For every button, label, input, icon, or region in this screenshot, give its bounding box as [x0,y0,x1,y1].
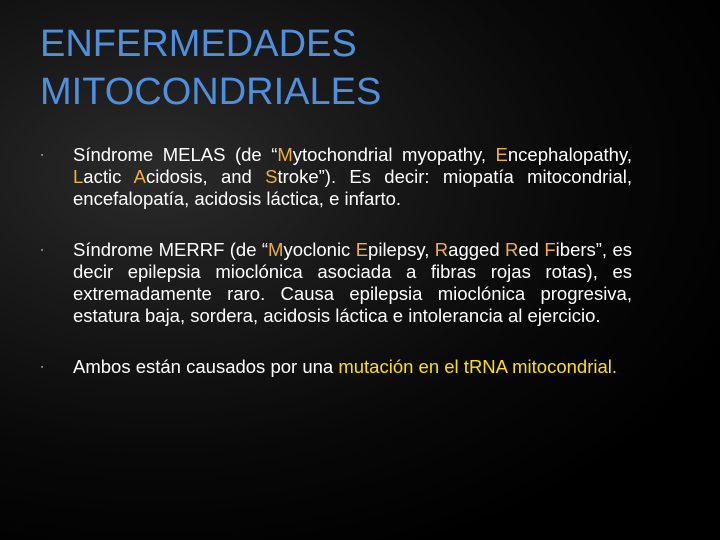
bullet-text: Síndrome MERRF (de “ [73,239,269,260]
bullet-text: cidosis, and [145,166,266,187]
bullet-text: pilepsy, [368,239,435,260]
highlighted-text: mutación en el tRNA mitocondrial. [338,356,617,377]
bullet-marker-icon: ᐧ [40,147,44,163]
bullet-merrf [40,239,632,327]
bullet-text: ncephalopathy, [507,144,632,165]
slide-title [40,20,680,116]
acronym-letter: M [268,239,284,260]
acronym-letter: R [434,239,449,260]
bullet-ambos [40,356,632,378]
bullet-text: Ambos están causados por una [73,356,339,377]
acronym-letter: M [277,144,293,165]
bullet-marker-icon: ᐧ [40,242,44,258]
bullet-text: actic [83,166,134,187]
acronym-letter: F [544,239,556,260]
bullet-text: ibers”, es decir epilepsia mioclónica asociada a fibras rojas rotas), es extremadamente raro. Causa epilepsia mioclónica progresiva, estatura baja, sordera, acidosis láctica e intolerancia al ejercicio. [73,239,632,326]
acronym-letter: E [355,239,369,260]
bullet-text: Síndrome MELAS (de “ [73,144,278,165]
bullet-text: agged [448,239,506,260]
title-line-2: MITOCONDRIALES [40,71,382,113]
acronym-letter: E [495,144,508,165]
bullet-text: troke”). Es decir: miopatía mitocondrial, encefalopatía, acidosis láctica, e infarto. [73,166,632,209]
acronym-letter: S [265,166,278,187]
bullet-text: yoclonic [283,239,356,260]
title-line-1: ENFERMEDADES [40,23,357,65]
acronym-letter: R [505,239,519,260]
bullet-marker-icon: ᐧ [40,359,44,375]
bullet-list [40,144,632,378]
bullet-text: ed [518,239,545,260]
bullet-text: ytochondrial myopathy, [292,144,496,165]
bullet-melas [40,144,632,210]
acronym-letter: A [133,166,146,187]
acronym-letter: L [73,166,84,187]
